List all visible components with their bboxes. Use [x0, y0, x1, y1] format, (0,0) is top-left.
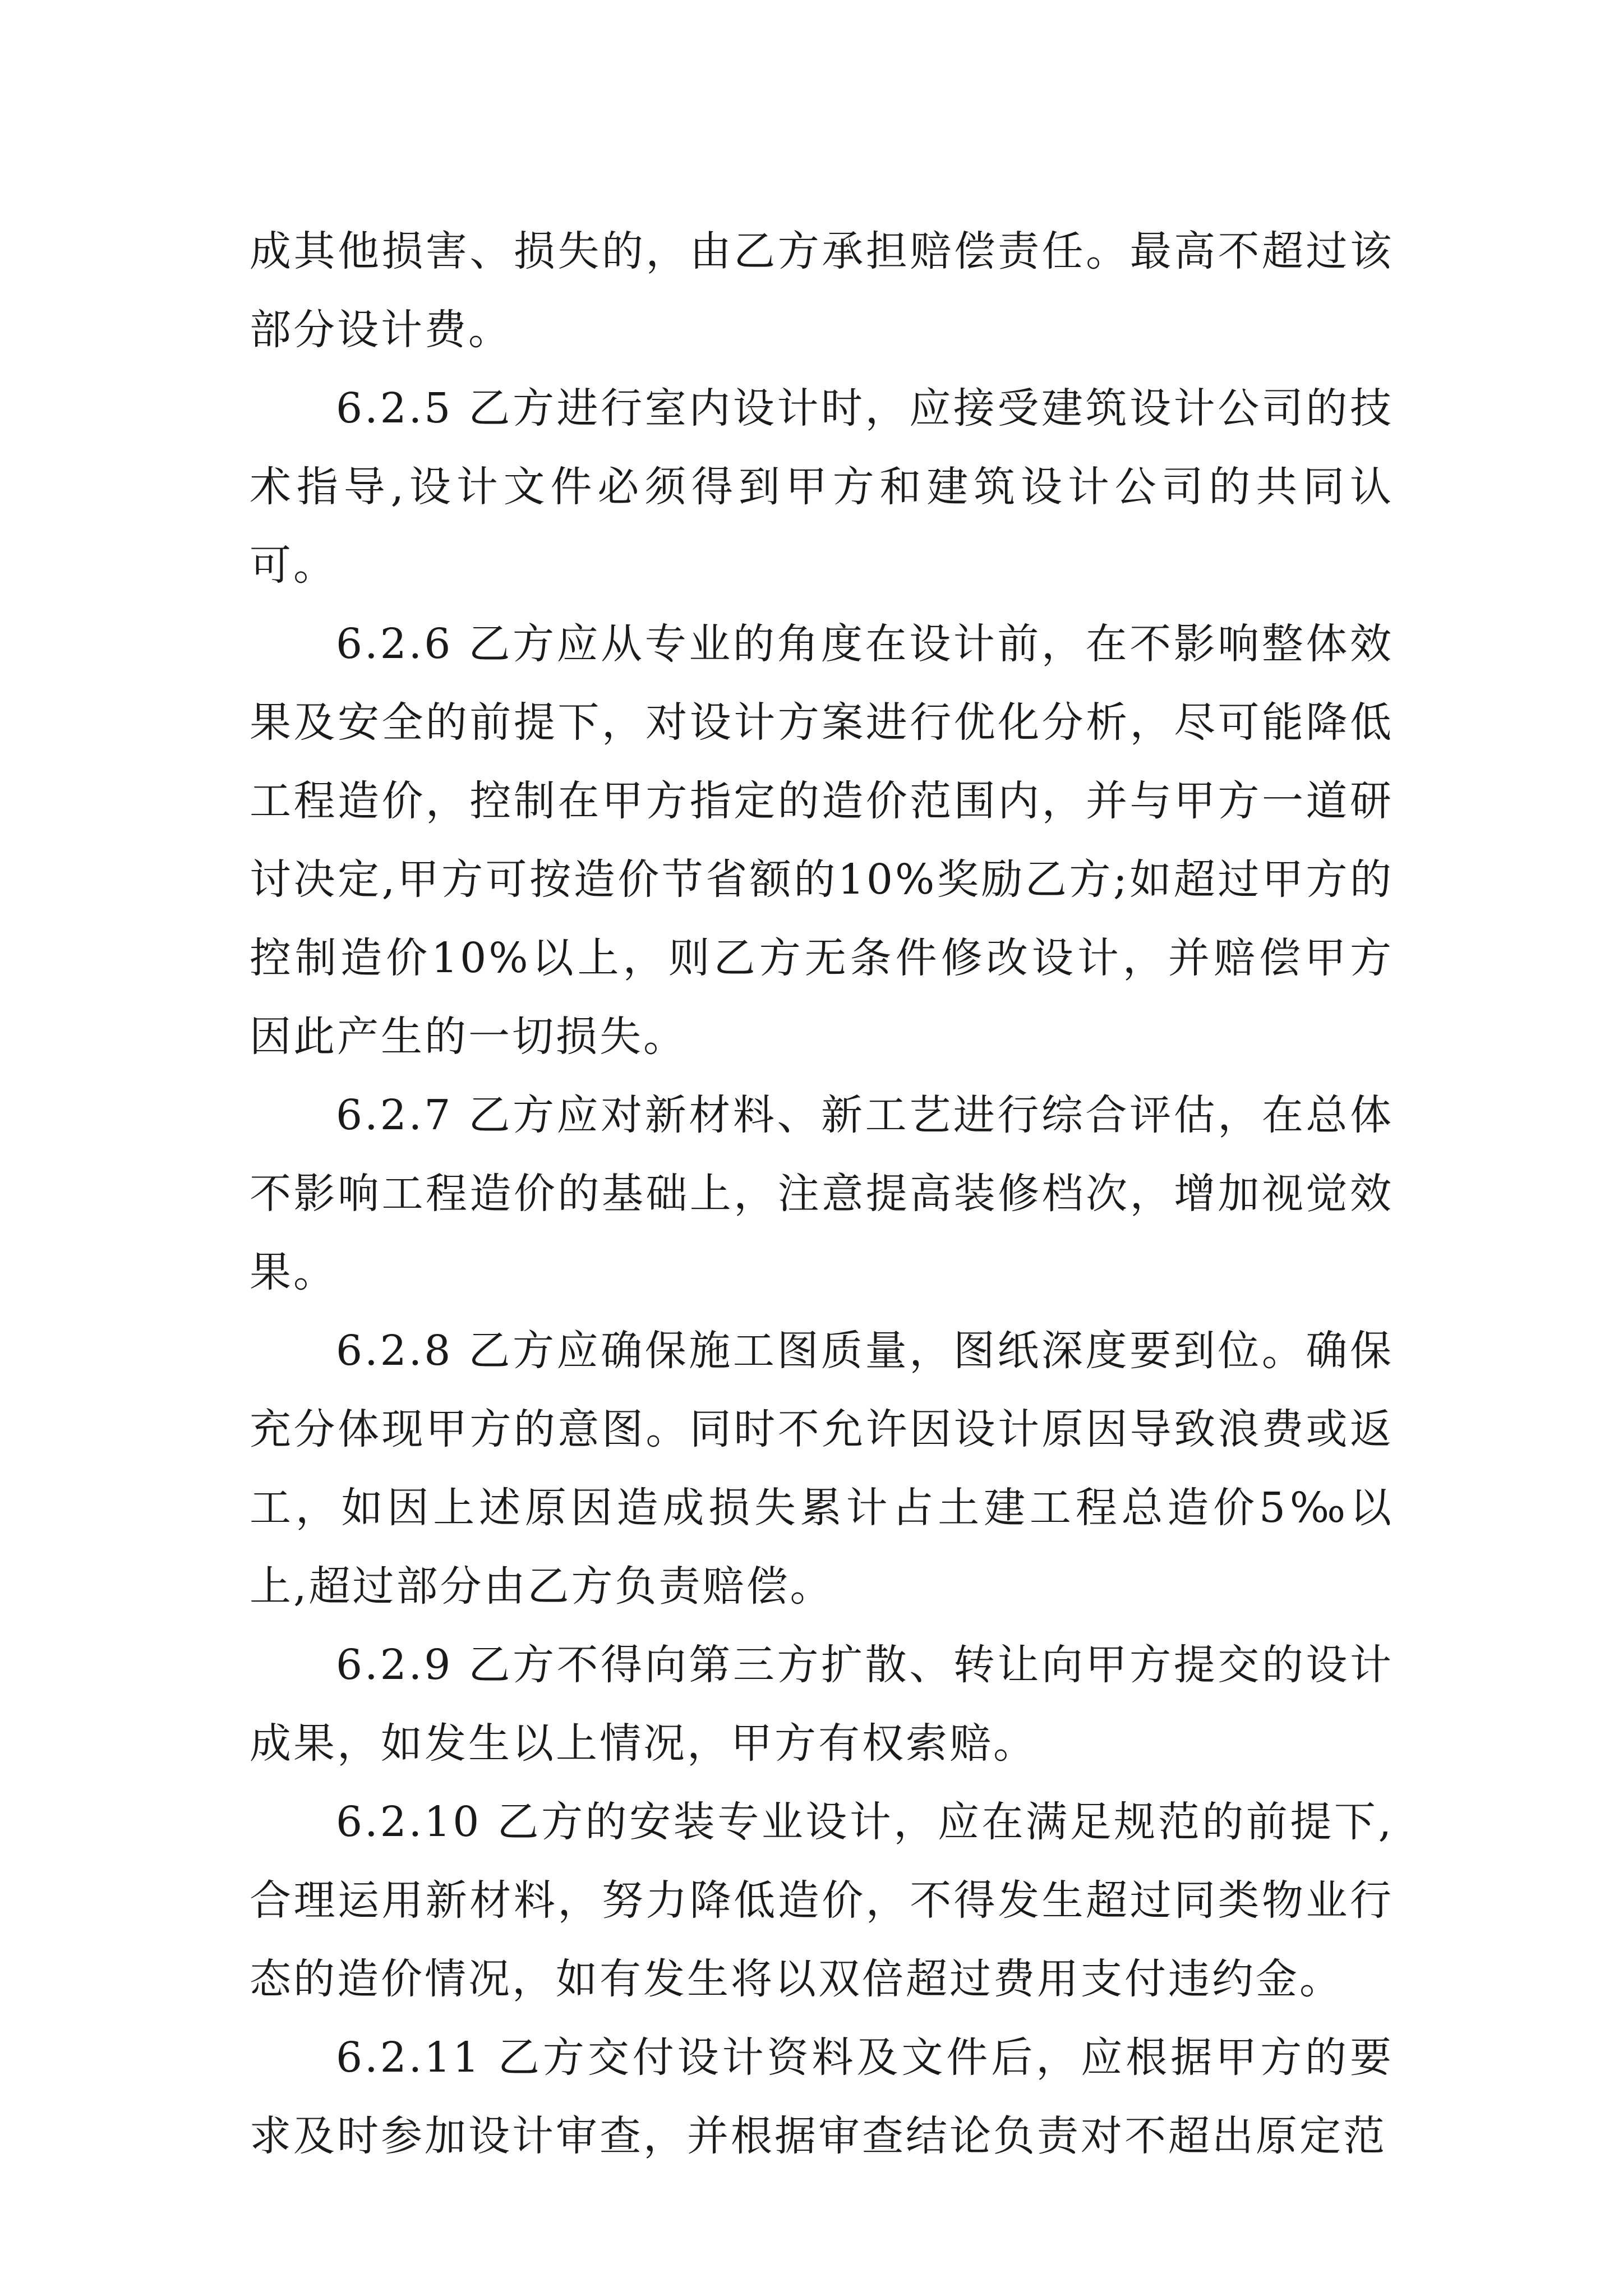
clause-6-2-6: 6.2.6 乙方应从专业的角度在设计前，在不影响整体效果及安全的前提下，对设计方案进行优化分析，尽可能降低工程造价，控制在甲方指定的造价范围内，并与甲方一道研讨决定,甲方可按造价节省额的10%奖励乙方;如超过甲方的控制造价10%以上，则乙方无条件修改设计，并赔偿甲方因此产生的一切损失。	[250, 620, 1394, 1061]
clause-6-2-9: 6.2.9 乙方不得向第三方扩散、转让向甲方提交的设计成果，如发生以上情况，甲方有权索赔。	[250, 1641, 1394, 1768]
clause-6-2-5: 6.2.5 乙方进行室内设计时，应接受建筑设计公司的技术指导,设计文件必须得到甲方和建筑设计公司的共同认可。	[250, 384, 1394, 590]
clause-6-2-7: 6.2.7 乙方应对新材料、新工艺进行综合评估，在总体不影响工程造价的基础上，注意提高装修档次，增加视觉效果。	[250, 1091, 1394, 1296]
clause-6-2-8: 6.2.8 乙方应确保施工图质量，图纸深度要到位。确保充分体现甲方的意图。同时不允许因设计原因导致浪费或返工，如因上述原因造成损失累计占土建工程总造价5‰以上,超过部分由乙方负责赔偿。	[250, 1327, 1394, 1611]
clause-6-2-10: 6.2.10 乙方的安装专业设计，应在满足规范的前提下,合理运用新材料，努力降低造价，不得发生超过同类物业行态的造价情况，如有发生将以双倍超过费用支付违约金。	[250, 1798, 1394, 2003]
clause-6-2-11: 6.2.11 乙方交付设计资料及文件后，应根据甲方的要求及时参加设计审查，并根据审查结论负责对不超出原定范	[250, 2033, 1394, 2160]
paragraph-continuation: 成其他损害、损失的，由乙方承担赔偿责任。最高不超过该部分设计费。	[250, 227, 1394, 354]
document-body	[250, 212, 1394, 2175]
